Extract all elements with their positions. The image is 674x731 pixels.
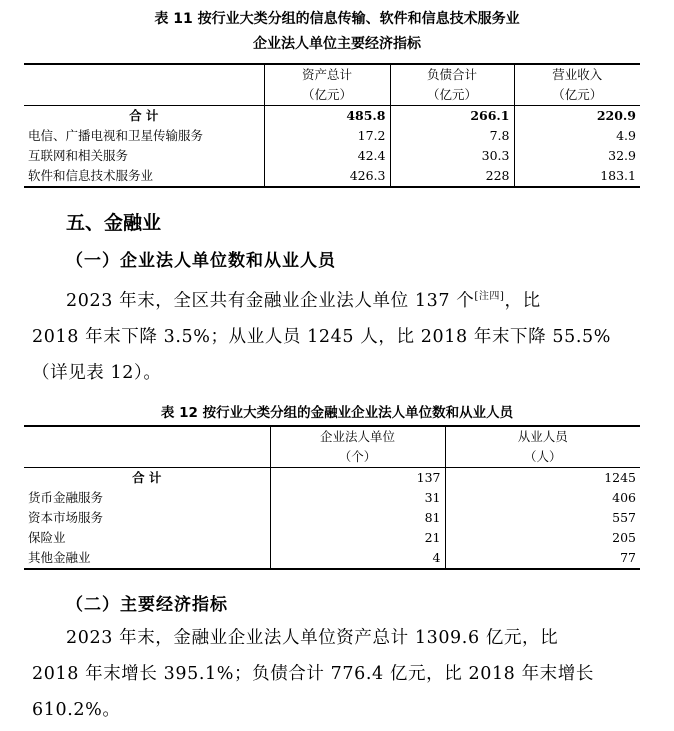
subsection-title-1: （一）企业法人单位数和从业人员 [66, 251, 336, 271]
row-label: 软件和信息技术服务业 [28, 168, 154, 183]
row-label: 电信、广播电视和卫星传输服务 [28, 128, 204, 143]
row-label: 资本市场服务 [28, 510, 104, 525]
table12-header-units-unit: （个） [270, 447, 445, 468]
table11-header-assets: 资产总计 [264, 64, 390, 85]
table12-title: 表 12 按行业大类分组的金融业企业法人单位数和从业人员 [160, 405, 514, 421]
table12 [24, 425, 640, 570]
paragraph-1-line3: （详见表 12）。 [32, 362, 162, 383]
table11-header-row2 [24, 85, 640, 106]
table12-total-employees: 1245 [445, 468, 640, 489]
table11-total-revenue: 220.9 [514, 106, 640, 127]
row-label: 互联网和相关服务 [28, 148, 129, 163]
table11-title-line1: 表 11 按行业大类分组的信息传输、软件和信息技术服务业 [154, 11, 520, 27]
paragraph-2-line1: 2023 年末，金融业企业法人单位资产总计 1309.6 亿元，比 [66, 628, 559, 648]
section-title: 五、金融业 [66, 212, 162, 234]
table11-total-liabilities: 266.1 [390, 106, 514, 127]
cell-liabilities: 228 [390, 166, 514, 187]
subsection-title-2: （二）主要经济指标 [66, 595, 228, 615]
table-row [24, 548, 640, 569]
table12-header-row2 [24, 447, 640, 468]
table12-header-employees: 从业人员 [445, 426, 640, 447]
paragraph-1-line2: 2018 年末下降 3.5%；从业人员 1245 人，比 2018 年末下降 55.5% [32, 326, 611, 347]
table11-header-revenue: 营业收入 [514, 64, 640, 85]
table11-total-assets: 485.8 [264, 106, 390, 127]
table12-header-units: 企业法人单位 [270, 426, 445, 447]
paragraph-1-text-a: 2023 年末，全区共有金融业企业法人单位 137 个 [66, 290, 475, 311]
table12-total-label: 合 计 [132, 470, 162, 485]
cell-revenue: 32.9 [514, 146, 640, 166]
table-row [24, 508, 640, 528]
cell-employees: 77 [445, 548, 640, 569]
table11-header-liabilities-unit: （亿元） [390, 85, 514, 106]
table12-header-employees-unit: （人） [445, 447, 640, 468]
table11-header-row1 [24, 64, 640, 85]
row-label: 保险业 [28, 530, 66, 545]
table11-header-revenue-unit: （亿元） [514, 85, 640, 106]
cell-employees: 205 [445, 528, 640, 548]
paragraph-1-line1 [32, 279, 642, 319]
cell-assets: 42.4 [264, 146, 390, 166]
cell-assets: 17.2 [264, 126, 390, 146]
table-row [24, 126, 640, 146]
cell-revenue: 183.1 [514, 166, 640, 187]
cell-units: 21 [270, 528, 445, 548]
table11-title-line2: 企业法人单位主要经济指标 [253, 36, 421, 52]
cell-liabilities: 30.3 [390, 146, 514, 166]
cell-units: 4 [270, 548, 445, 569]
paragraph-2-line2: 2018 年末增长 395.1%；负债合计 776.4 亿元，比 2018 年末增长 [32, 664, 594, 684]
table12-total-row [24, 468, 640, 489]
paragraph-2 [32, 620, 642, 728]
cell-assets: 426.3 [264, 166, 390, 187]
row-label: 货币金融服务 [28, 490, 104, 505]
cell-liabilities: 7.8 [390, 126, 514, 146]
footnote-ref[interactable]: [注四] [474, 291, 505, 302]
table-row [24, 528, 640, 548]
table-row [24, 146, 640, 166]
row-label: 其他金融业 [28, 550, 91, 565]
paragraph-1 [32, 279, 642, 391]
table11-total-row [24, 106, 640, 127]
cell-units: 31 [270, 488, 445, 508]
table11-header-assets-unit: （亿元） [264, 85, 390, 106]
table11-header-liabilities: 负债合计 [390, 64, 514, 85]
cell-units: 81 [270, 508, 445, 528]
table12-header-row1 [24, 426, 640, 447]
cell-employees: 557 [445, 508, 640, 528]
table12-total-units: 137 [270, 468, 445, 489]
cell-employees: 406 [445, 488, 640, 508]
table11-total-label: 合 计 [129, 108, 159, 123]
table-row [24, 488, 640, 508]
table11 [24, 63, 640, 188]
table-row [24, 166, 640, 187]
paragraph-2-line3: 610.2%。 [32, 700, 121, 720]
paragraph-1-text-b: ，比 [504, 290, 541, 311]
cell-revenue: 4.9 [514, 126, 640, 146]
